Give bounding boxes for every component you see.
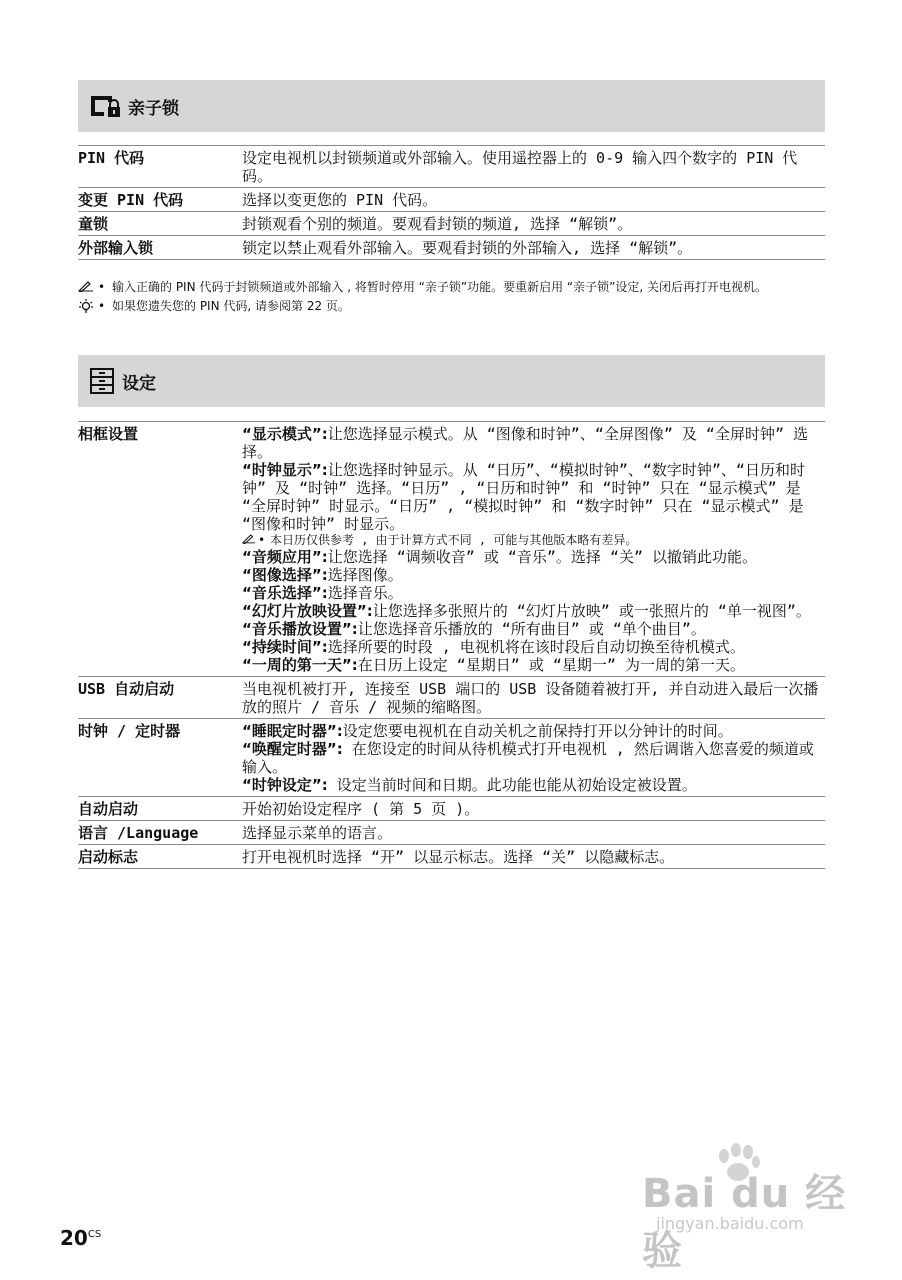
desc-item: “时钟设定”: 设定当前时间和日期。此功能也能从初始设定被设置。: [242, 776, 697, 794]
bullet: •: [98, 280, 106, 294]
row-label: 语言 /Language: [78, 821, 242, 845]
parental-notes: [78, 280, 825, 316]
bullet: •: [98, 299, 106, 313]
desc-item: “音乐播放设置”:让您选择音乐播放的 “所有曲目” 或 “单个曲目”。: [242, 620, 706, 638]
table-row: [78, 188, 825, 212]
watermark-logo: Bai du 经验: [642, 1171, 847, 1274]
table-row: [78, 236, 825, 260]
parental-lock-title: 亲子锁: [128, 98, 179, 119]
note-text: 本日历仅供参考 , 由于计算方式不同 , 可能与其他版本略有差异。: [270, 533, 638, 547]
row-desc: 设定电视机以封锁频道或外部输入。使用遥控器上的 0-9 输入四个数字的 PIN 代码。: [242, 146, 825, 188]
row-desc: 锁定以禁止观看外部输入。要观看封锁的外部输入, 选择 “解锁”。: [242, 236, 825, 260]
desc-item: “持续时间”:选择所要的时段 , 电视机将在该时段后自动切换至待机模式。: [242, 638, 745, 656]
parental-lock-table: [78, 145, 825, 260]
table-row: [78, 146, 825, 188]
page-number: $20^{CS}$: [60, 1226, 102, 1250]
lightbulb-tip-icon: [78, 299, 98, 316]
row-desc: [242, 422, 825, 677]
desc-item: “音乐选择”:选择音乐。: [242, 584, 403, 602]
row-desc: 开始初始设定程序 ( 第 5 页 )。: [242, 797, 825, 821]
page-suffix: CS: [87, 1229, 102, 1240]
table-row: [78, 677, 825, 719]
row-desc: 打开电视机时选择 “开” 以显示标志。选择 “关” 以隐藏标志。: [242, 845, 825, 869]
tip-text: 如果您遗失您的 PIN 代码, 请参阅第 22 页。: [112, 299, 350, 313]
lock-screen-icon: [88, 92, 122, 120]
table-row: [78, 845, 825, 869]
parental-lock-header: [78, 80, 825, 132]
row-label: 变更 PIN 代码: [78, 188, 242, 212]
note-text: 输入正确的 PIN 代码于封锁频道或外部输入 , 将暂时停用 “亲子锁”功能。要重新启用 “亲子锁”设定, 关闭后再打开电视机。: [112, 280, 767, 294]
table-row: [78, 212, 825, 236]
desc-item: “音频应用”:让您选择 “调频收音” 或 “音乐”。选择 “关” 以撤销此功能。: [242, 548, 758, 566]
table-row: [78, 821, 825, 845]
row-label: 童锁: [78, 212, 242, 236]
settings-cabinet-icon: [88, 367, 116, 395]
baidu-watermark: [640, 1150, 850, 1274]
row-label: 外部输入锁: [78, 236, 242, 260]
row-label: 相框设置: [78, 422, 242, 677]
desc-item: “时钟显示”:让您选择时钟显示。从 “日历”、“模拟时钟”、“数字时钟”、“日历和时钟” 及 “时钟” 选择。“日历” , “日历和时钟” 和 “时钟” 只在 “显示模式” 是 “全屏时钟” 时显示。“日历” , “模拟时钟” 和 “数字时钟” 只在 “显示模式” 是 “图像和时钟” 时显示。: [242, 461, 805, 533]
row-desc: [242, 719, 825, 797]
row-label: 启动标志: [78, 845, 242, 869]
pencil-note-icon: [242, 533, 258, 548]
watermark-url: jingyan.baidu.com: [656, 1214, 804, 1233]
row-desc: 选择显示菜单的语言。: [242, 821, 825, 845]
desc-item: “唤醒定时器”: 在您设定的时间从待机模式打开电视机 , 然后调谐入您喜爱的频道或输入。: [242, 740, 814, 776]
row-desc: 选择以变更您的 PIN 代码。: [242, 188, 825, 212]
desc-item: “图像选择”:选择图像。: [242, 566, 403, 584]
tip-item: [78, 299, 825, 316]
table-row: [78, 719, 825, 797]
table-row: [78, 797, 825, 821]
row-label: 自动启动: [78, 797, 242, 821]
desc-item: “幻灯片放映设置”:让您选择多张照片的 “幻灯片放映” 或一张照片的 “单一视图”。: [242, 602, 811, 620]
settings-table: [78, 421, 825, 869]
bullet: •: [258, 533, 266, 547]
desc-item: “显示模式”:让您选择显示模式。从 “图像和时钟”、“全屏图像” 及 “全屏时钟” 选择。: [242, 425, 809, 461]
row-desc: 当电视机被打开, 连接至 USB 端口的 USB 设备随着被打开, 并自动进入最后一次播放的照片 / 音乐 / 视频的缩略图。: [242, 677, 825, 719]
settings-header: [78, 355, 825, 407]
row-desc: 封锁观看个别的频道。要观看封锁的频道, 选择 “解锁”。: [242, 212, 825, 236]
desc-item: “一周的第一天”:在日历上设定 “星期日” 或 “星期一” 为一周的第一天。: [242, 656, 745, 674]
row-label: PIN 代码: [78, 146, 242, 188]
table-row: [78, 422, 825, 677]
note-item: [242, 533, 825, 548]
row-label: USB 自动启动: [78, 677, 242, 719]
row-label: 时钟 / 定时器: [78, 719, 242, 797]
desc-item: “睡眠定时器”:设定您要电视机在自动关机之前保持打开以分钟计的时间。: [242, 722, 733, 740]
note-item: [78, 280, 825, 295]
settings-title: 设定: [122, 373, 156, 394]
pencil-note-icon: [78, 280, 98, 295]
